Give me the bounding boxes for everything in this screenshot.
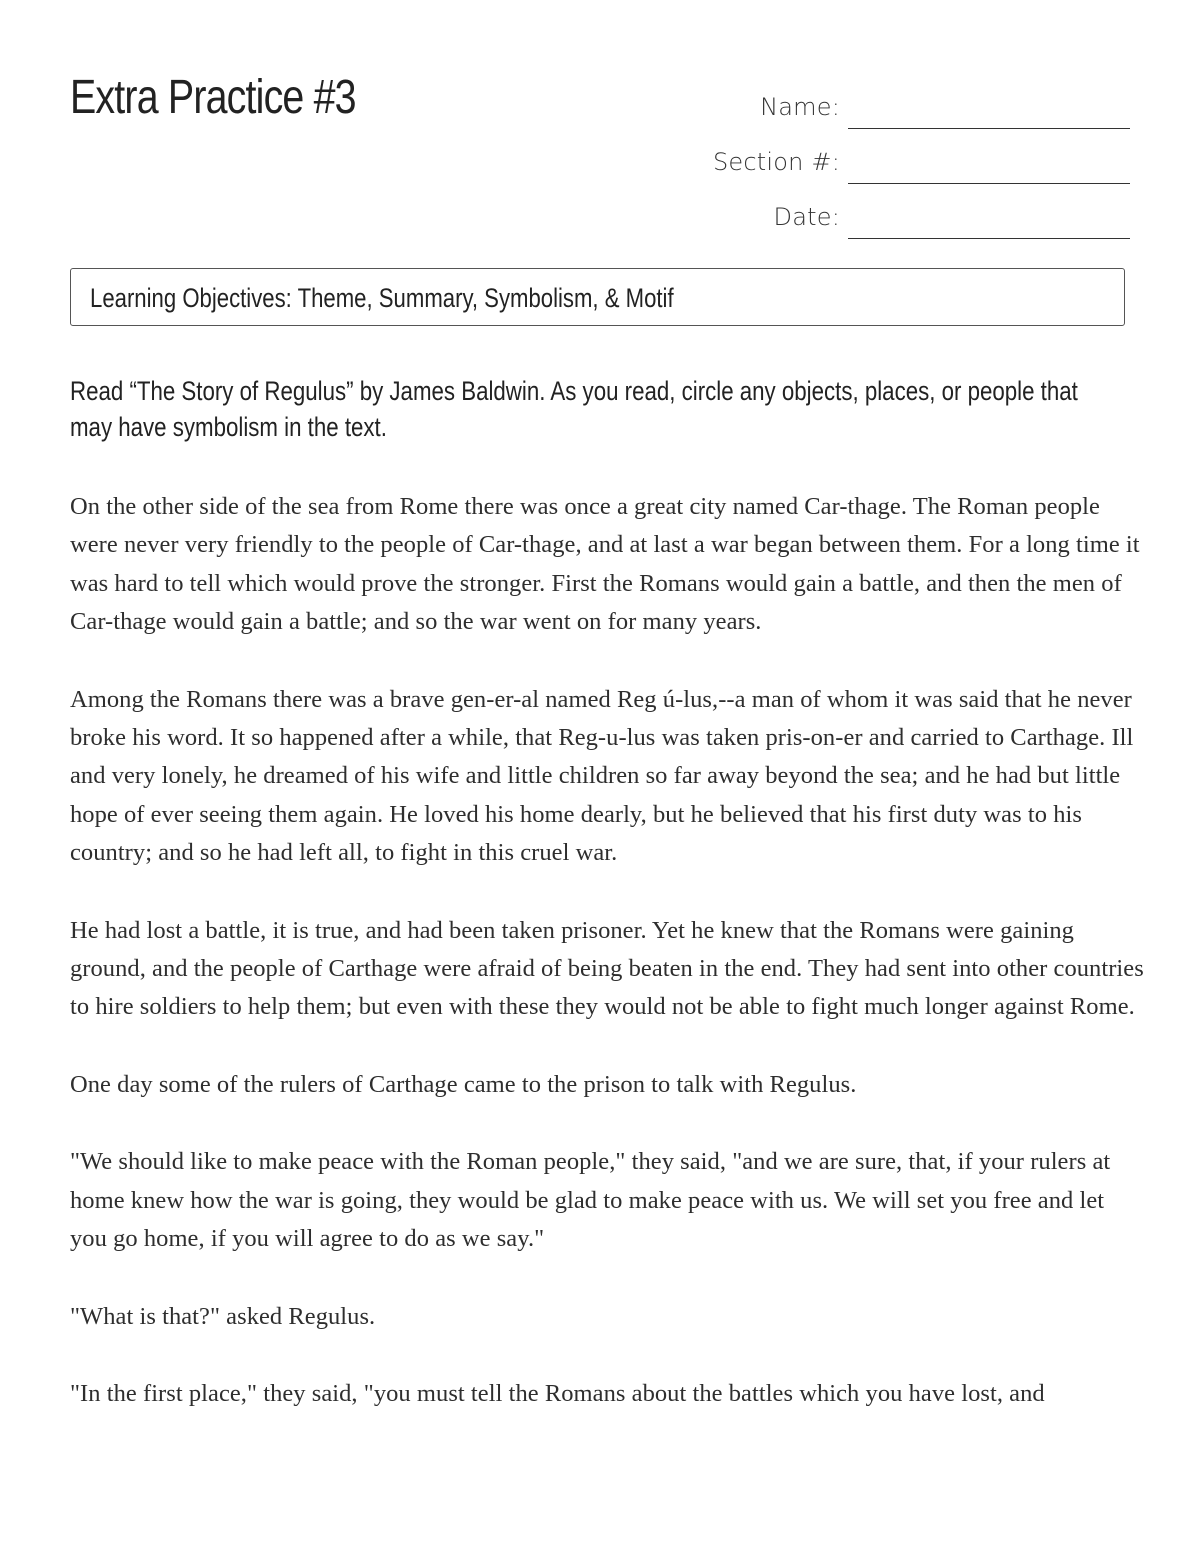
name-blank-line[interactable]: [848, 88, 1130, 129]
date-label: Date:: [773, 203, 840, 231]
story-paragraph-4: One day some of the rulers of Carthage came to the prison to talk with Regulus.: [70, 1070, 857, 1098]
learning-objectives-text: Learning Objectives: Theme, Summary, Symbolism, & Motif: [90, 283, 674, 313]
section-blank-line[interactable]: [848, 143, 1130, 184]
learning-objectives-box: [70, 268, 1125, 326]
story-paragraph-3: He had lost a battle, it is true, and had been taken prisoner. Yet he knew that the Romans were gaining ground, and the people of Carthage were afraid of being beaten in the end. They had sent into other countries to hire soldiers to help them; but even with these they would not be able to fight much longer against Rome.: [70, 916, 1144, 1021]
date-field-row: [670, 184, 1130, 239]
date-blank-line[interactable]: [848, 198, 1130, 239]
student-info-fields: [670, 74, 1130, 239]
reading-instructions: Read “The Story of Regulus” by James Baldwin. As you read, circle any objects, places, or people that may have symbolism in the text.: [70, 376, 1078, 442]
name-field-row: [670, 74, 1130, 129]
story-paragraph-2: Among the Romans there was a brave gen-er-al named Reg ú-lus,--a man of whom it was said that he never broke his word. It so happened after a while, that Reg-u-lus was taken pris-on-er and carried to Carthage. Ill and very lonely, he dreamed of his wife and little children so far away beyond the sea; and he had but little hope of ever seeing them again. He loved his home dearly, but he believed that his first duty was to his country; and so he had left all, to fight in this cruel war.: [70, 685, 1134, 867]
page-title: Extra Practice #3: [70, 71, 356, 124]
section-label: Section #:: [713, 148, 840, 176]
section-field-row: [670, 129, 1130, 184]
story-paragraph-5: "We should like to make peace with the Roman people," they said, "and we are sure, that, if your rulers at home knew how the war is going, they would be glad to make peace with us. We will set you free and let you go home, if you will agree to do as we say.": [70, 1148, 1111, 1253]
story-paragraph-1: On the other side of the sea from Rome there was once a great city named Car-thage. The Roman people were never very friendly to the people of Car-thage, and at last a war began between them. For a long time it was hard to tell which would prove the stronger. First the Romans would gain a battle, and then the men of Car-thage would gain a battle; and so the war went on for many years.: [70, 493, 1140, 636]
story-paragraph-7: "In the first place," they said, "you must tell the Romans about the battles which you have lost, and: [70, 1379, 1045, 1407]
story-paragraph-6: "What is that?" asked Regulus.: [70, 1302, 376, 1330]
story-text: [70, 488, 1145, 1452]
name-label: Name:: [760, 93, 840, 121]
